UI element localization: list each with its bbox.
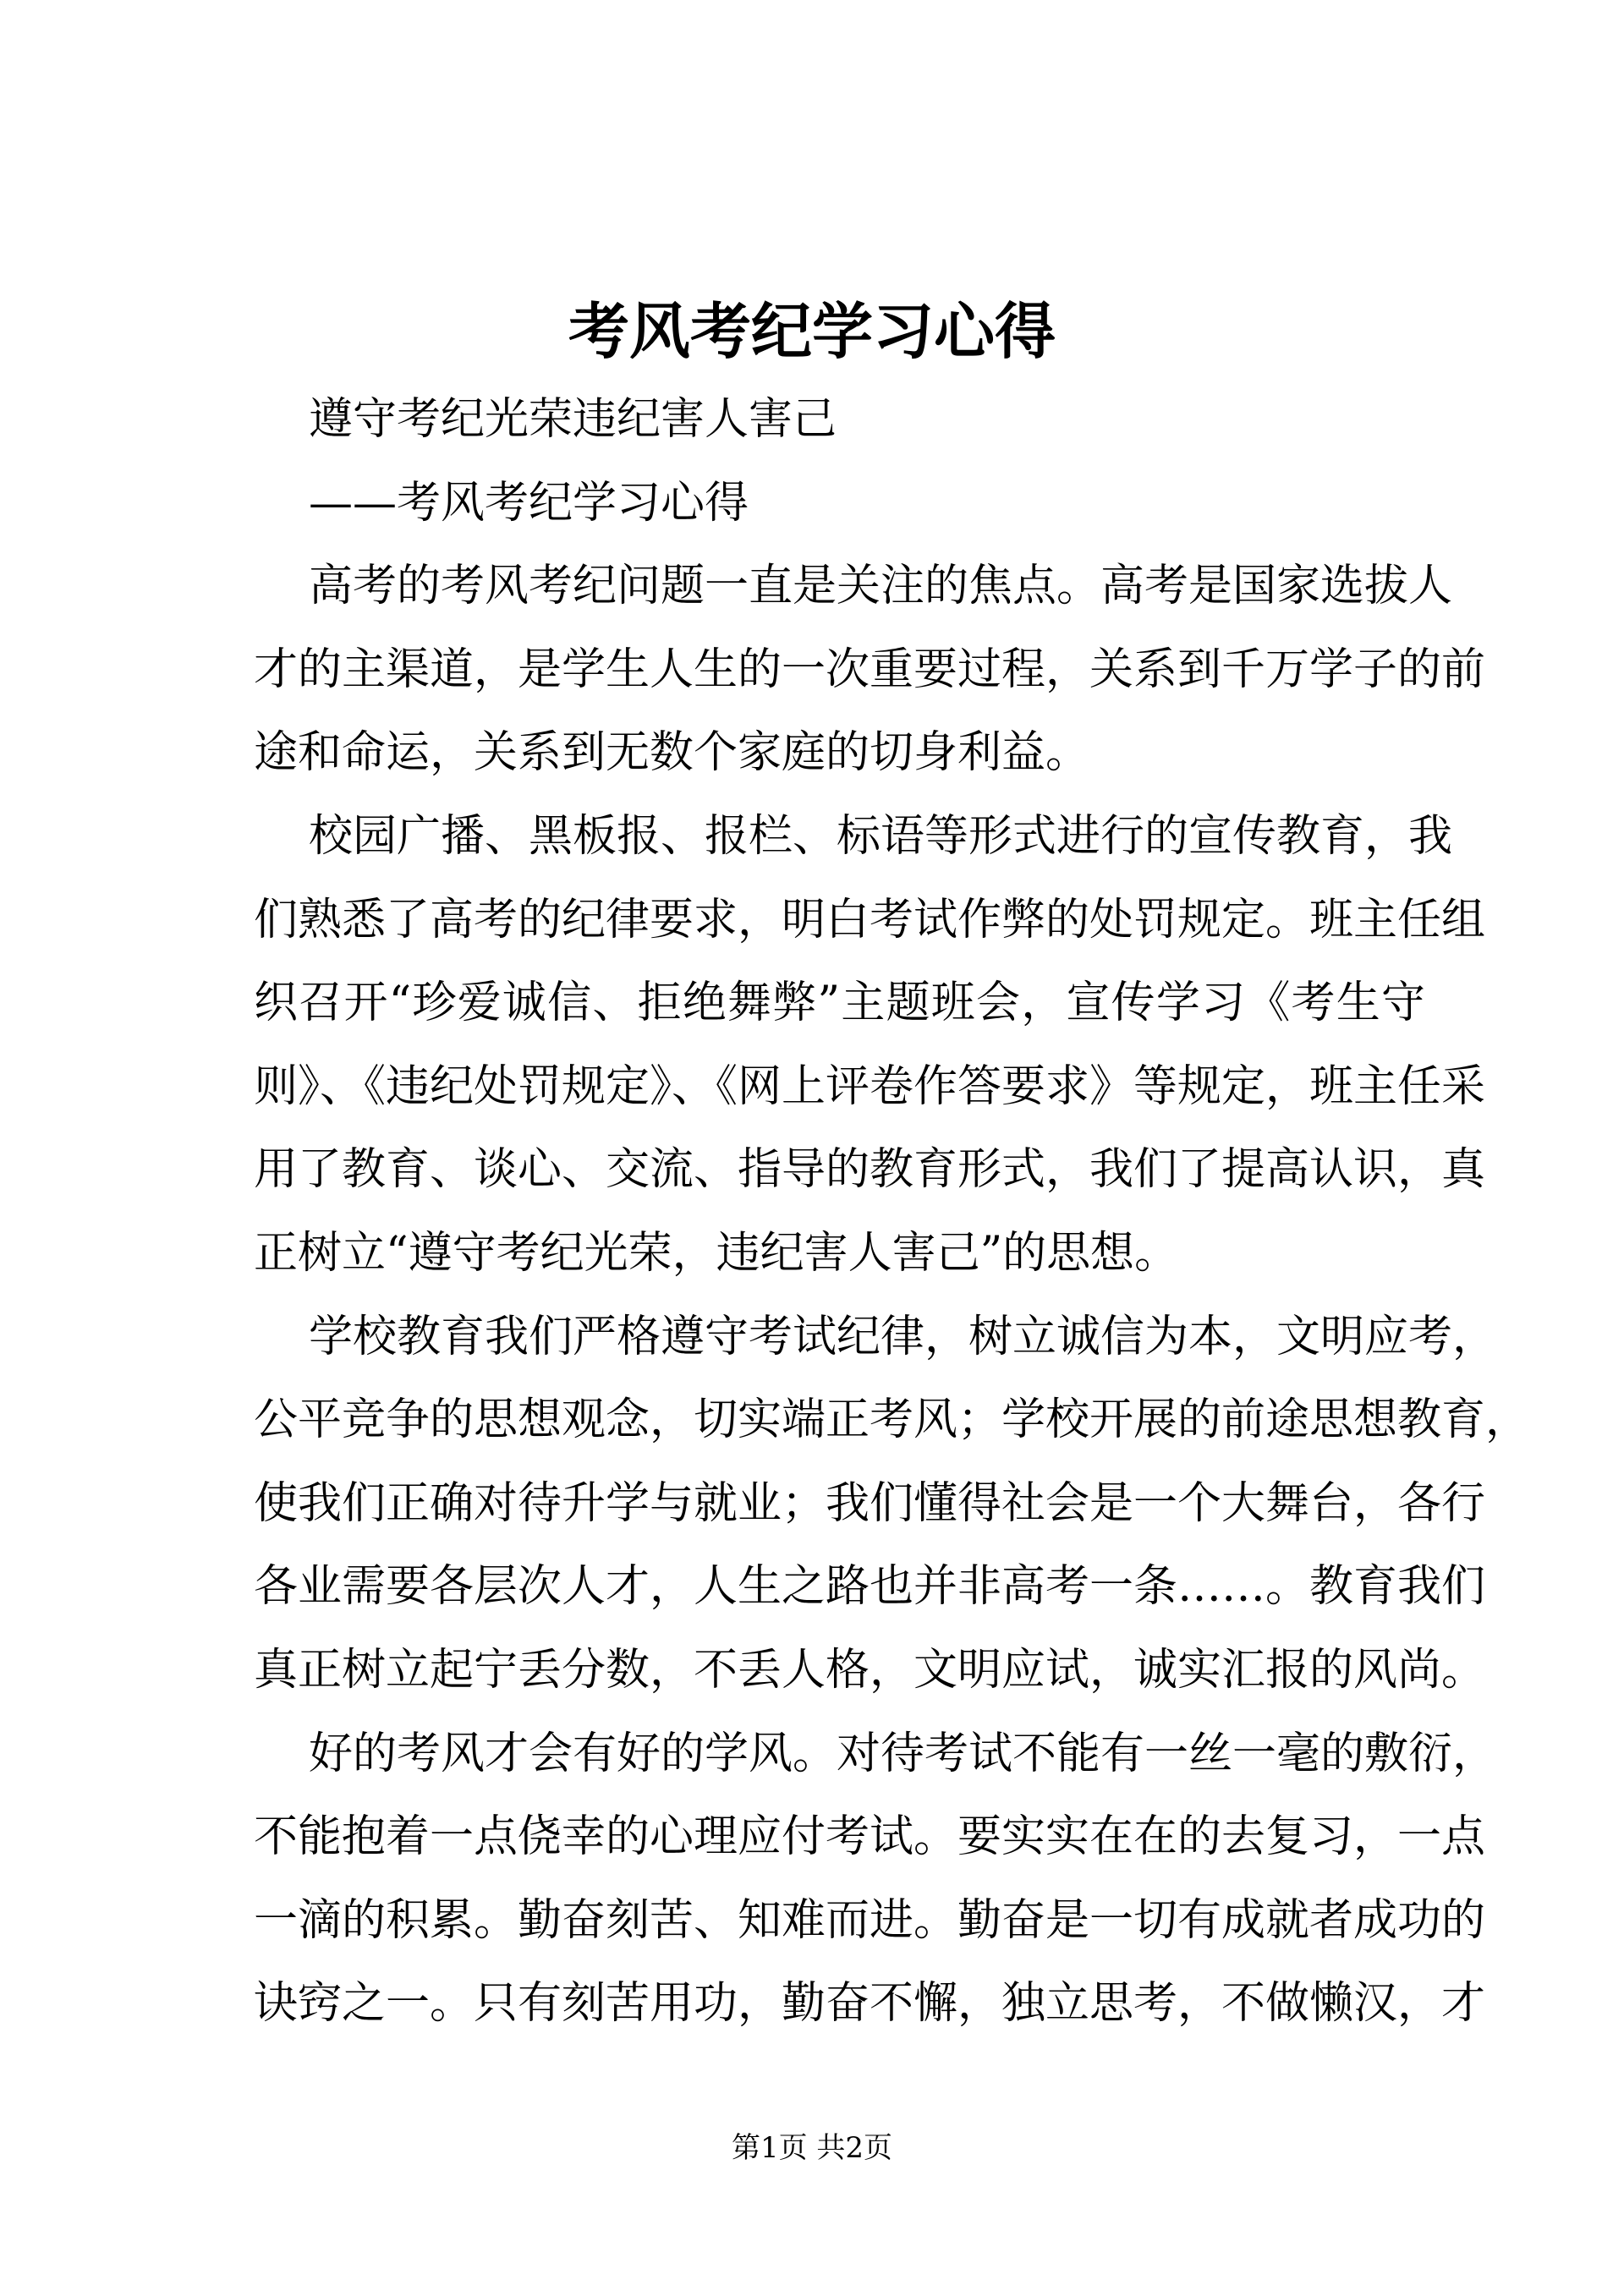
paragraph-line: 使我们正确对待升学与就业；我们懂得社会是一个大舞台，各行 [254, 1477, 1486, 1529]
document-body [254, 378, 1530, 2046]
paragraph-line: 途和命运，关系到无数个家庭的切身利益。 [254, 727, 1090, 779]
paragraph-line: 校园广播、黑板报、报栏、标语等形式进行的宣传教育，我 [309, 810, 1453, 862]
paragraph [254, 1296, 1530, 1712]
paragraph-line: 真正树立起宁丢分数，不丢人格，文明应试，诚实汇报的风尚。 [254, 1644, 1486, 1696]
subtitle-line: 遵守考纪光荣违纪害人害己 [309, 394, 837, 445]
paragraph-line: 用了教育、谈心、交流、指导的教育形式，我们了提高认识，真 [254, 1144, 1486, 1196]
paragraph-line: 一滴的积累。勤奋刻苦、知难而进。勤奋是一切有成就者成功的 [254, 1894, 1486, 1946]
paragraph-line: 诀窍之一。只有刻苦用功，勤奋不懈，独立思考，不做懒汉，才 [254, 1978, 1486, 2030]
subtitle-line: ——考风考纪学习心得 [309, 477, 749, 529]
paragraph [254, 1712, 1497, 2046]
paragraph [254, 545, 1486, 795]
paragraph-line: 学校教育我们严格遵守考试纪律，树立诚信为本，文明应考， [309, 1311, 1497, 1362]
paragraph-line: 织召开“珍爱诚信、拒绝舞弊”主题班会，宣传学习《考生守 [254, 978, 1425, 1029]
paragraph [254, 795, 1486, 1296]
paragraph-line: 高考的考风考纪问题一直是关注的焦点。高考是国家选拔人 [309, 561, 1453, 612]
paragraph-line: 才的主渠道，是学生人生的一次重要过程，关系到千万学子的前 [254, 644, 1486, 695]
paragraph-line: 不能抱着一点侥幸的心理应付考试。要实实在在的去复习，一点 [254, 1811, 1486, 1863]
paragraph-line: 正树立“遵守考纪光荣，违纪害人害己”的思想。 [254, 1227, 1179, 1279]
paragraph-line: 各业需要各层次人才，人生之路也并非高考一条……。教育我们 [254, 1561, 1486, 1613]
paragraph-line: 们熟悉了高考的纪律要求，明白考试作弊的处罚规定。班主任组 [254, 894, 1486, 945]
document-title: 考风考纪学习心得 [568, 295, 1056, 367]
paragraph-line: 公平竞争的思想观念，切实端正考风；学校开展的前途思想教育， [254, 1395, 1530, 1446]
paragraph-line: 则》、《违纪处罚规定》、《网上评卷作答要求》等规定，班主任采 [254, 1060, 1486, 1112]
paragraph-line: 好的考风才会有好的学风。对待考试不能有一丝一毫的敷衍， [309, 1728, 1497, 1779]
page-number-footer: 第1页 共2页 [731, 2131, 893, 2165]
